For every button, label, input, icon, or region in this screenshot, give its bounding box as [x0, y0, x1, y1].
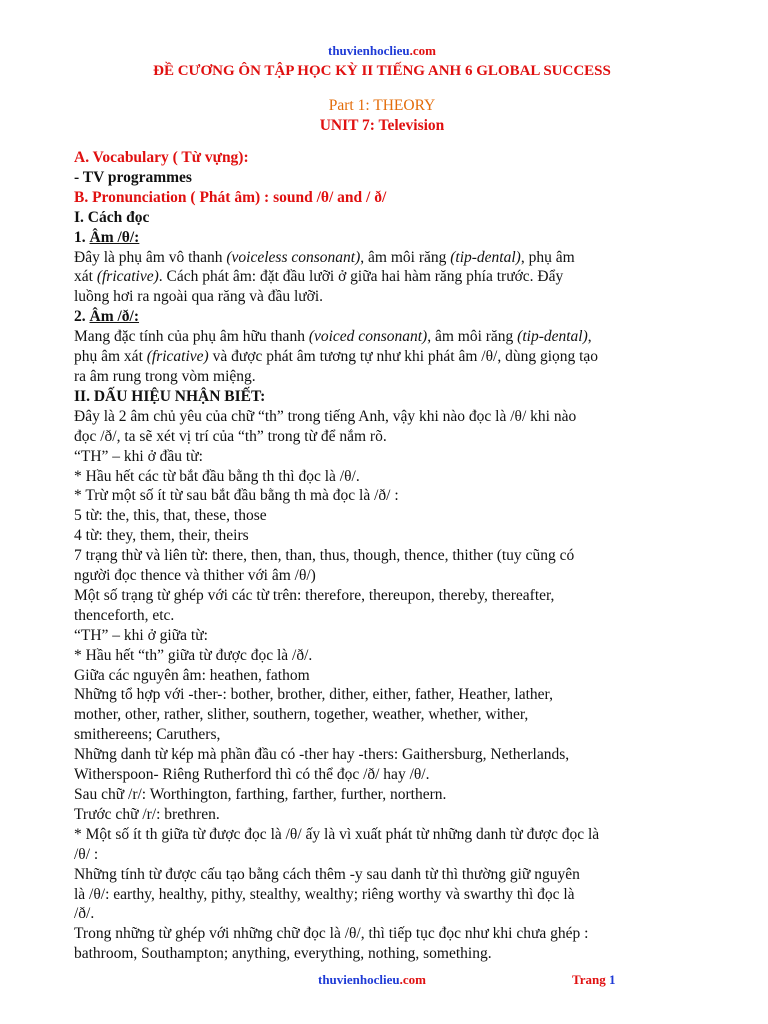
page-footer	[0, 972, 768, 992]
text-line: Những tổ hợp với -ther-: bother, brother, dither, either, father, Heather, lather,	[74, 686, 553, 704]
text-line: 7 trạng thừ và liên từ: there, then, than, thus, though, thence, thither (tuy cũng có	[74, 547, 575, 565]
text-line: bathroom, Southampton; anything, everything, nothing, something.	[74, 945, 492, 963]
text-line: * Hầu hết các từ bắt đầu bằng th thì đọc là /θ/.	[74, 467, 360, 485]
text-line: mother, other, rather, slither, southern, together, weather, whether, wither,	[74, 706, 529, 724]
pronunciation-heading: B. Pronunciation ( Phát âm) : sound /θ/ and / ð/	[74, 188, 387, 206]
eth-label: Âm /ð/:	[89, 308, 140, 326]
part-heading: Part 1: THEORY	[328, 97, 436, 114]
text-run: Đây là phụ âm vô thanh	[74, 248, 227, 266]
text-line: /ð/.	[74, 905, 95, 923]
text-run-italic: (voiceless consonant)	[226, 248, 361, 266]
text-line: Những tính từ được cấu tạo bằng cách thêm -y sau danh từ thì thường giữ nguyên	[74, 865, 580, 883]
page-number-value: 1	[608, 972, 616, 987]
text-line: Đây là 2 âm chủ yêu của chữ “th” trong tiếng Anh, vậy khi nào đọc là /θ/ khi nào	[74, 407, 577, 425]
text-run: xát	[74, 268, 97, 286]
eth-heading	[74, 307, 690, 327]
footer-site-name[interactable]: thuvienhoclieu	[318, 972, 400, 987]
text-run: và được phát âm tương tự như khi phát âm /θ/, dùng giọng tạo	[208, 348, 599, 366]
theta-number: 1.	[74, 228, 90, 246]
text-line: là /θ/: earthy, healthy, pithy, stealthy, wealthy; riêng worthy và swarthy thì đọc là	[74, 885, 575, 903]
text-line: 5 từ: the, this, that, these, those	[74, 507, 267, 525]
unit-heading: UNIT 7: Television	[319, 117, 445, 134]
text-run: ,	[587, 328, 592, 346]
document-page	[74, 42, 690, 964]
text-run: , âm môi răng	[360, 248, 451, 266]
text-run-italic: (tip-dental)	[450, 248, 521, 266]
signs-heading: II. DẤU HIỆU NHẬN BIẾT:	[74, 387, 266, 405]
text-line: thenceforth, etc.	[74, 606, 175, 624]
text-run-italic: (tip-dental)	[517, 328, 588, 346]
text-line: Witherspoon- Riêng Rutherford thì có thể đọc /ð/ hay /θ/.	[74, 766, 430, 784]
eth-number: 2.	[74, 308, 90, 326]
reading-heading: I. Cách đọc	[74, 208, 150, 226]
text-run-italic: (fricative)	[96, 268, 159, 286]
footer-site	[318, 972, 426, 988]
theta-label: Âm /θ/:	[89, 228, 140, 246]
document-title: ĐỀ CƯƠNG ÔN TẬP HỌC KỲ II TIẾNG ANH 6 GLOBAL SUCCESS	[153, 63, 611, 79]
text-line: đọc /ð/, ta sẽ xét vị trí của “th” trong từ để nắm rõ.	[74, 427, 387, 445]
text-line: * Trừ một số ít từ sau bắt đầu bằng th mà đọc là /ð/ :	[74, 487, 399, 505]
text-line: /θ/ :	[74, 845, 99, 863]
site-domain[interactable]: .com	[409, 43, 436, 58]
text-line: Sau chữ /r/: Worthington, farthing, farther, further, northern.	[74, 786, 447, 803]
text-run-italic: (fricative)	[146, 348, 209, 366]
text-run: , âm môi răng	[427, 328, 518, 346]
text-line: * Hầu hết “th” giữa từ được đọc là /ð/.	[74, 646, 313, 664]
text-run: . Cách phát âm: đặt đầu lưỡi ở giữa hai hàm răng phía trước. Đẩy	[158, 268, 564, 286]
text-line: “TH” – khi ở giữa từ:	[74, 626, 208, 644]
site-name[interactable]: thuvienhoclieu	[328, 43, 410, 58]
signs-list	[74, 407, 690, 964]
text-line: “TH” – khi ở đầu từ:	[74, 447, 203, 465]
text-line: Trước chữ /r/: brethren.	[74, 805, 220, 823]
text-run-italic: (voiced consonant)	[308, 328, 428, 346]
text-line: Giữa các nguyên âm: heathen, fathom	[74, 666, 310, 684]
footer-site-domain[interactable]: .com	[399, 972, 426, 987]
text-line: smithereens; Caruthers,	[74, 726, 221, 744]
eth-line-2	[74, 347, 690, 367]
text-line: 4 từ: they, them, their, theirs	[74, 527, 249, 545]
page-label: Trang	[572, 972, 609, 987]
vocab-item: - TV programmes	[74, 168, 192, 186]
text-line: người đọc thence và thither với âm /θ/)	[74, 567, 316, 585]
text-run: phụ âm xát	[74, 348, 147, 366]
eth-line-1	[74, 327, 690, 347]
text-run: , phụ âm	[520, 248, 575, 266]
theta-line-3: luồng hơi ra ngoài qua răng và đầu lưỡi.	[74, 288, 324, 306]
document-body	[74, 148, 690, 964]
text-run: Mang đặc tính của phụ âm hữu thanh	[74, 328, 309, 346]
theta-line-1	[74, 248, 690, 268]
text-line: Trong những từ ghép với những chữ đọc là /θ/, thì tiếp tục đọc như khi chưa ghép :	[74, 925, 589, 943]
vocab-heading: A. Vocabulary ( Từ vựng):	[74, 149, 249, 166]
theta-heading	[74, 228, 690, 248]
theta-line-2	[74, 267, 690, 287]
eth-line-3: ra âm rung trong vòm miệng.	[74, 367, 256, 385]
text-line: Những danh từ kép mà phần đầu có -ther hay -thers: Gaithersburg, Netherlands,	[74, 746, 570, 764]
site-header	[74, 42, 690, 60]
text-line: Một số trạng từ ghép với các từ trên: therefore, thereupon, thereby, thereafter,	[74, 586, 555, 604]
text-line: * Một số ít th giữa từ được đọc là /θ/ ấy là vì xuất phát từ những danh từ được đọc là	[74, 825, 600, 843]
page-number	[572, 972, 615, 988]
